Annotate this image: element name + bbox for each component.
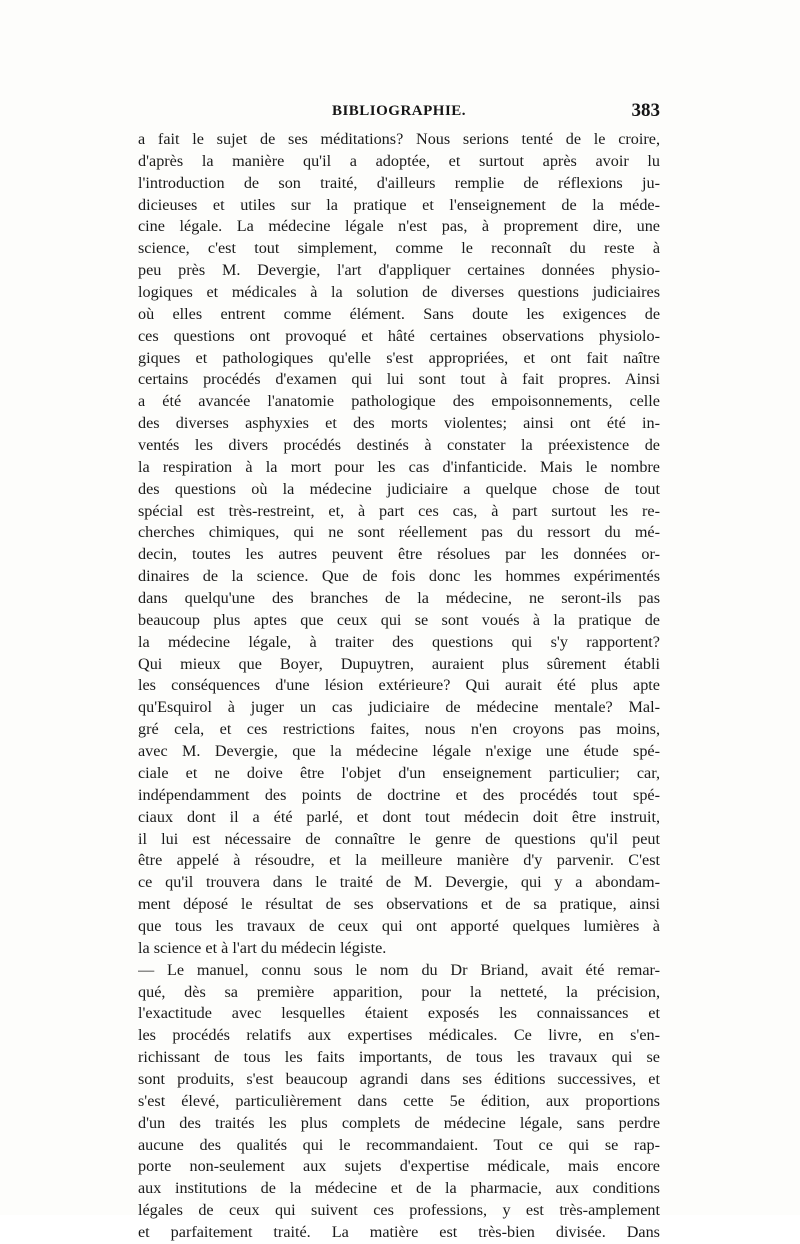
body-text (138, 129, 660, 1244)
text-line: ciale et ne doive être l'objet d'un enseignement particulier; car, (138, 763, 660, 782)
text-line: les procédés relatifs aux expertises médicales. Ce livre, en s'en- (138, 1026, 660, 1045)
text-line: — Le manuel, connu sous le nom du Dr Briand, avait été remar- (138, 960, 660, 979)
text-line: giques et pathologiques qu'elle s'est appropriées, et ont fait naître (138, 348, 660, 367)
running-title: BIBLIOGRAPHIE. (331, 103, 467, 119)
text-line: qué, dès sa première apparition, pour la netteté, la précision, (138, 982, 660, 1001)
text-line: ment déposé le résultat de ses observations et de sa pratique, ainsi (138, 895, 660, 914)
text-line: a été avancée l'anatomie pathologique des empoisonnements, celle (138, 392, 660, 411)
text-line: porte non-seulement aux sujets d'expertise médicale, mais encore (138, 1157, 660, 1176)
text-line: dicieuses et utiles sur la pratique et l'enseignement de la méde- (138, 195, 660, 214)
text-line: richissant de tous les faits importants, de tous les travaux qui se (138, 1048, 660, 1067)
text-line: il lui est nécessaire de connaître le genre de questions qu'il peut (138, 829, 660, 848)
text-line: ce qu'il trouvera dans le traité de M. Devergie, qui y a abondam- (138, 873, 660, 892)
paragraph-end-line: la science et à l'art du médecin légiste. (138, 938, 387, 957)
text-line: et parfaitement traité. La matière est très-bien divisée. Dans (138, 1222, 660, 1241)
text-line: logiques et médicales à la solution de diverses questions judiciaires (138, 283, 660, 302)
text-line: decin, toutes les autres peuvent être résolues par les données or- (138, 545, 660, 564)
text-line: des questions où la médecine judiciaire a quelque chose de tout (138, 479, 660, 498)
text-line: des diverses asphyxies et des morts violentes; ainsi ont été in- (138, 414, 660, 433)
text-line: ventés les divers procédés destinés à constater la préexistence de (138, 436, 660, 455)
text-line: l'exactitude avec lesquelles étaient exposés les connaissances et (138, 1004, 660, 1023)
text-line: Qui mieux que Boyer, Dupuytren, auraient plus sûrement établi (138, 654, 660, 673)
text-line: ces questions ont provoqué et hâté certaines observations physiolo- (138, 326, 660, 345)
text-line: dinaires de la science. Que de fois donc les hommes expérimentés (138, 567, 660, 586)
text-line: légales de ceux qui suivent ces professions, y est très-amplement (138, 1201, 660, 1220)
text-line: dans quelqu'une des branches de la médecine, ne seront-ils pas (138, 589, 660, 608)
text-line: gré cela, et ces restrictions faites, nous n'en croyons pas moins, (138, 720, 660, 739)
text-line: peu près M. Devergie, l'art d'appliquer certaines données physio- (138, 261, 660, 280)
text-line: aux institutions de la médecine et de la pharmacie, aux conditions (138, 1179, 660, 1198)
text-line: certains procédés d'examen qui lui sont tout à fait propres. Ainsi (138, 370, 660, 389)
text-line: sont produits, s'est beaucoup agrandi dans ses éditions successives, et (138, 1069, 660, 1088)
text-line: spécial est très-restreint, et, à part ces cas, à part surtout les re- (138, 501, 660, 520)
page-number: 383 (631, 100, 660, 121)
text-line: être appelé à résoudre, et la meilleure manière d'y parvenir. C'est (138, 851, 660, 870)
text-line: aucune des qualités qui le recommandaient. Tout ce qui se rap- (138, 1135, 660, 1154)
text-line: ciaux dont il a été parlé, et dont tout médecin doit être instruit, (138, 807, 660, 826)
text-line: cine légale. La médecine légale n'est pas, à proprement dire, une (138, 217, 660, 236)
running-head (138, 100, 660, 126)
text-line: indépendamment des points de doctrine et des procédés tout spé- (138, 785, 660, 804)
text-line: d'après la manière qu'il a adoptée, et surtout après avoir lu (138, 151, 660, 170)
text-line: avec M. Devergie, que la médecine légale n'exige une étude spé- (138, 742, 660, 761)
text-line: beaucoup plus aptes que ceux qui se sont voués à la pratique de (138, 610, 660, 629)
text-line: qu'Esquirol à juger un cas judiciaire de médecine mentale? Mal- (138, 698, 660, 717)
text-line: la médecine légale, à traiter des questions qui s'y rapportent? (138, 632, 660, 651)
text-line: s'est élevé, particulièrement dans cette 5e édition, aux proportions (138, 1091, 660, 1110)
text-line: science, c'est tout simplement, comme le reconnaît du reste à (138, 239, 660, 258)
text-line: la respiration à la mort pour les cas d'infanticide. Mais le nombre (138, 457, 660, 476)
text-line: a fait le sujet de ses méditations? Nous serions tenté de le croire, (138, 130, 660, 148)
text-line: d'un des traités les plus complets de médecine légale, sans perdre (138, 1113, 660, 1132)
text-line: l'introduction de son traité, d'ailleurs remplie de réflexions ju- (138, 173, 660, 192)
text-line: cherches chimiques, qui ne sont réellement pas du ressort du mé- (138, 523, 660, 542)
text-line: que tous les travaux de ceux qui ont apporté quelques lumières à (138, 916, 660, 935)
text-line: où elles entrent comme élément. Sans doute les exigences de (138, 304, 660, 323)
text-line: les conséquences d'une lésion extérieure? Qui aurait été plus apte (138, 676, 660, 695)
